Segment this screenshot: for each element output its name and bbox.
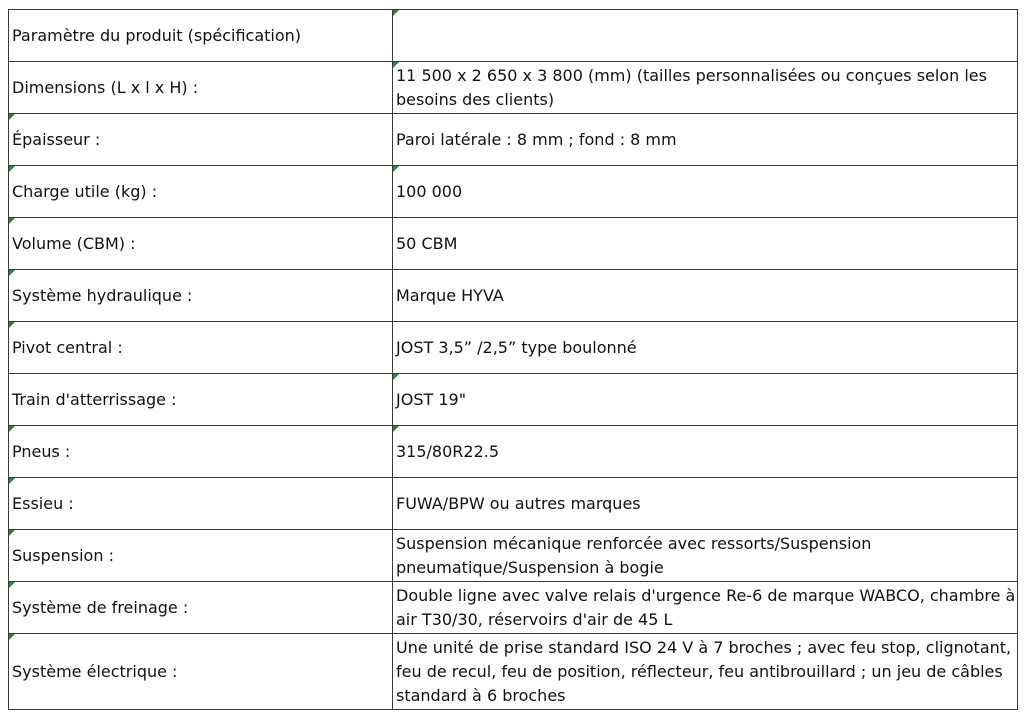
value-cell [393, 218, 1018, 270]
label-cell [9, 530, 393, 582]
table-row [9, 478, 1018, 530]
row-label: Suspension : [12, 545, 114, 565]
row-label: Pneus : [12, 441, 71, 461]
value-cell [393, 582, 1018, 634]
row-value: JOST 19" [396, 389, 467, 409]
row-value: 315/80R22.5 [396, 441, 500, 461]
table-row [9, 322, 1018, 374]
value-cell [393, 634, 1018, 710]
row-value: Marque HYVA [396, 285, 504, 305]
row-label: Système hydraulique : [12, 285, 193, 305]
table-row [9, 426, 1018, 478]
row-value: FUWA/BPW ou autres marques [396, 493, 641, 513]
label-cell [9, 426, 393, 478]
row-value: 11 500 x 2 650 x 3 800 (mm) (tailles personnalisées ou conçues selon les besoins des clients) [396, 65, 987, 109]
label-cell [9, 582, 393, 634]
value-cell [393, 374, 1018, 426]
cell-marker [9, 270, 15, 276]
value-cell [393, 322, 1018, 374]
table-row [9, 374, 1018, 426]
value-cell [393, 478, 1018, 530]
cell-marker [393, 10, 399, 16]
label-cell [9, 322, 393, 374]
cell-marker [9, 530, 15, 536]
cell-marker [9, 634, 15, 640]
spec-table [8, 9, 1018, 710]
row-label: Essieu : [12, 493, 74, 513]
row-label: Train d'atterrissage : [12, 389, 177, 409]
table-row [9, 62, 1018, 114]
table-row [9, 582, 1018, 634]
label-cell [9, 374, 393, 426]
value-cell [393, 270, 1018, 322]
cell-marker [9, 478, 15, 484]
value-cell [393, 166, 1018, 218]
row-label: Pivot central : [12, 337, 123, 357]
value-cell [393, 530, 1018, 582]
row-label: Épaisseur : [12, 129, 101, 149]
row-value: Une unité de prise standard ISO 24 V à 7 broches ; avec feu stop, clignotant, feu de recul, feu de position, réflecteur, feu antibrouillard ; un jeu de câbles standard à 6 broches [396, 637, 1012, 705]
row-value: 100 000 [396, 181, 463, 201]
table-header-row [9, 10, 1018, 62]
table-row [9, 218, 1018, 270]
header-title: Paramètre du produit (spécification) [12, 25, 302, 45]
label-cell [9, 114, 393, 166]
value-cell [393, 114, 1018, 166]
cell-marker [393, 426, 399, 432]
cell-marker [9, 582, 15, 588]
row-value: 50 CBM [396, 233, 458, 253]
cell-marker [9, 218, 15, 224]
cell-marker [393, 62, 399, 68]
row-label: Dimensions (L x l x H) : [12, 77, 199, 97]
cell-marker [9, 114, 15, 120]
cell-marker [393, 166, 399, 172]
label-cell [9, 270, 393, 322]
row-label: Système électrique : [12, 661, 178, 681]
table-row [9, 270, 1018, 322]
row-value: JOST 3,5” /2,5” type boulonné [396, 337, 637, 357]
label-cell [9, 634, 393, 710]
row-value: Paroi latérale : 8 mm ; fond : 8 mm [396, 129, 677, 149]
value-cell [393, 62, 1018, 114]
row-label: Volume (CBM) : [12, 233, 136, 253]
label-cell [9, 62, 393, 114]
header-value-cell [393, 10, 1018, 62]
label-cell [9, 478, 393, 530]
label-cell [9, 166, 393, 218]
cell-marker [9, 426, 15, 432]
cell-marker [9, 166, 15, 172]
table-row [9, 166, 1018, 218]
row-label: Charge utile (kg) : [12, 181, 158, 201]
row-label: Système de freinage : [12, 597, 189, 617]
table-row [9, 634, 1018, 710]
row-value: Suspension mécanique renforcée avec ressorts/Suspension pneumatique/Suspension à bogie [396, 533, 872, 577]
cell-marker [9, 322, 15, 328]
table-row [9, 530, 1018, 582]
row-value: Double ligne avec valve relais d'urgence Re-6 de marque WABCO, chambre à air T30/30, réservoirs d'air de 45 L [396, 585, 1016, 629]
cell-marker [393, 374, 399, 380]
table-row [9, 114, 1018, 166]
header-title-cell [9, 10, 393, 62]
value-cell [393, 426, 1018, 478]
label-cell [9, 218, 393, 270]
